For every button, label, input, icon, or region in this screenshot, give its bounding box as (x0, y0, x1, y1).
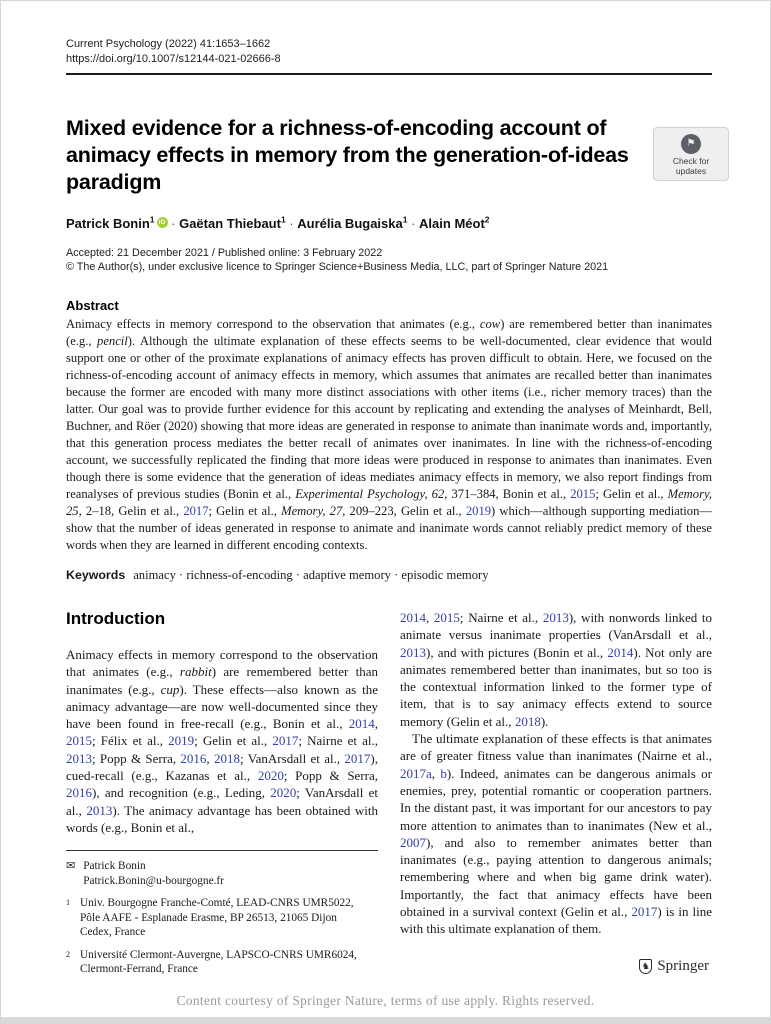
doi-link[interactable]: https://doi.org/10.1007/s12144-021-02666-8 (66, 52, 281, 65)
introduction-paragraph-left: Animacy effects in memory correspond to the observation that animates (e.g., rabbit) are remembered better than inanimates (e.g., cup). These effects—also known as the animacy advantage—are now well-documented since they have been found in free-recall (e.g., Bonin et al., 2014, 2015; Félix et al., 2019; Gelin et al., 2017; Nairne et al., 2013; Popp & Serra, 2016, 2018; VanArsdall et al., 2017), cued-recall (e.g., Kazanas et al., 2020; Popp & Serra, 2016), and recognition (e.g., Leding, 2020; VanArsdall et al., 2013). The animacy advantage has been obtained with words (e.g., Bonin et al., (66, 647, 379, 835)
springer-wordmark: Springer (657, 958, 709, 974)
introduction-paragraph-right-2: The ultimate explanation of these effects is that animates are of greater fitness value than inanimates (Nairne et al., 2017a, b). Indeed, animates can be dangerous animals or enemies, prey, potential romantic or cooperation partners. In the distant past, it was important for our ancestors to pay more attention to animates than to inanimates (New et al., 2007), and also to remember animates better than inanimates (e.g., paying attention to dangerous animals; remembering where and when big game drink water). Importantly, the fact that animacy effects have been obtained in a survival context (Gelin et al., 2017) is in line with this ultimate explanation of them. (400, 731, 713, 937)
journal-citation-line: Current Psychology (2022) 41:1653–1662 (66, 38, 271, 50)
footnote-rule (66, 850, 378, 851)
affiliation-text: Université Clermont-Auvergne, LAPSCO-CNRS UMR6024, Clermont-Ferrand, France (80, 948, 357, 976)
copyright-line: © The Author(s), under exclusive licence to Springer Science+Business Media, LLC, part of Springer Nature 2021 (66, 260, 609, 273)
correspondence-name: Patrick Bonin (83, 860, 146, 873)
abstract-text: Animacy effects in memory correspond to the observation that animates (e.g., cow) are remembered better than inanimates (e.g., pencil). Although the ultimate explanation of these effects seems to be well-documented, clear evidence that would support one or other of the proximate explanations of animacy effects has proven difficult to obtain. Here, we focused on the richness-of-encoding account of animacy effects in memory, which assumes that animates are recalled better than inanimates because the former are encoded with many more distinct associations with other items (i.e., richer memory traces) than the latter. Our goal was to provide further evidence for this account by replicating and extending the analyses of Meinhardt, Bell, Buchner, and Röer (2020) showing that more ideas are generated in response to animate than inanimate words and, importantly, that this generation process mediates the better recall of animates over inanimates. In line with the richness-of-encoding account, we successfully replicated the finding that more ideas were produced in response to animates than inanimates. Even though there is some evidence that the generation of ideas mediates animacy effects in memory, we also report findings from reanalyses of previous studies (Bonin et al., Experimental Psychology, 62, 371–384, Bonin et al., 2015; Gelin et al., Memory, 25, 2–18, Gelin et al., 2017; Gelin et al., Memory, 27, 209–223, Gelin et al., 2019) which—although supporting mediation—show that the number of ideas generated in response to animate and inanimate words cannot reliably predict memory of these words when they are learned in different encoding contexts. (66, 317, 713, 552)
introduction-heading: Introduction (66, 609, 166, 628)
affiliation-text: Univ. Bourgogne Franche-Comté, LEAD-CNRS UMR5022, Pôle AAFE - Esplanade Erasme, BP 26513, 21065 Dijon Cedex, France (80, 897, 354, 939)
footnote-block (66, 850, 378, 977)
header-rule (66, 73, 712, 75)
page-bottom-edge (1, 1017, 770, 1023)
envelope-icon: ✉ (66, 860, 76, 873)
affiliation-item (66, 896, 378, 940)
keywords-text: animacy · richness-of-encoding · adaptive memory · episodic memory (133, 568, 489, 582)
keywords-label: Keywords (66, 568, 126, 582)
check-for-updates-button[interactable] (653, 127, 729, 181)
keywords-line (66, 568, 712, 583)
affiliation-marker: 2 (66, 949, 70, 959)
orcid-icon: iD (157, 217, 168, 228)
accepted-line: Accepted: 21 December 2021 / Published online: 3 February 2022 (66, 247, 383, 259)
springer-logo (639, 958, 709, 975)
page-title: Mixed evidence for a richness-of-encoding account of animacy effects in memory from the generation-of-ideas paradigm (66, 116, 629, 194)
springer-horse-icon: ♞ (639, 959, 652, 974)
correspondence-email[interactable]: Patrick.Bonin@u-bourgogne.fr (83, 874, 224, 887)
correspondence-block (66, 859, 378, 888)
footer-notice: Content courtesy of Springer Nature, terms of use apply. Rights reserved. (176, 993, 595, 1008)
check-for-updates-label: Check for updates (672, 156, 710, 176)
crossmark-icon: ⚑ (681, 134, 701, 154)
introduction-paragraph-right-1: 2014, 2015; Nairne et al., 2013), with nonwords linked to animate versus inanimate properties (VanArsdall et al., 2013), and with pictures (Bonin et al., 2014). Not only are animates remembered better than inanimates, but so too is the contextual information linked to the former type of item, that is to say animacy effects extend to source memory (Gelin et al., 2018). (400, 610, 713, 729)
authors-line: Patrick Bonin$^1$ iD · Gaëtan Thiebaut$^1$ · Aurélia Bugaiska$^1$ · Alain Méot$^2$ (66, 214, 490, 231)
abstract-heading: Abstract (66, 298, 119, 313)
article-history (66, 247, 712, 274)
journal-header (66, 37, 712, 66)
affiliation-item (66, 948, 378, 977)
affiliation-marker: 1 (66, 898, 70, 908)
